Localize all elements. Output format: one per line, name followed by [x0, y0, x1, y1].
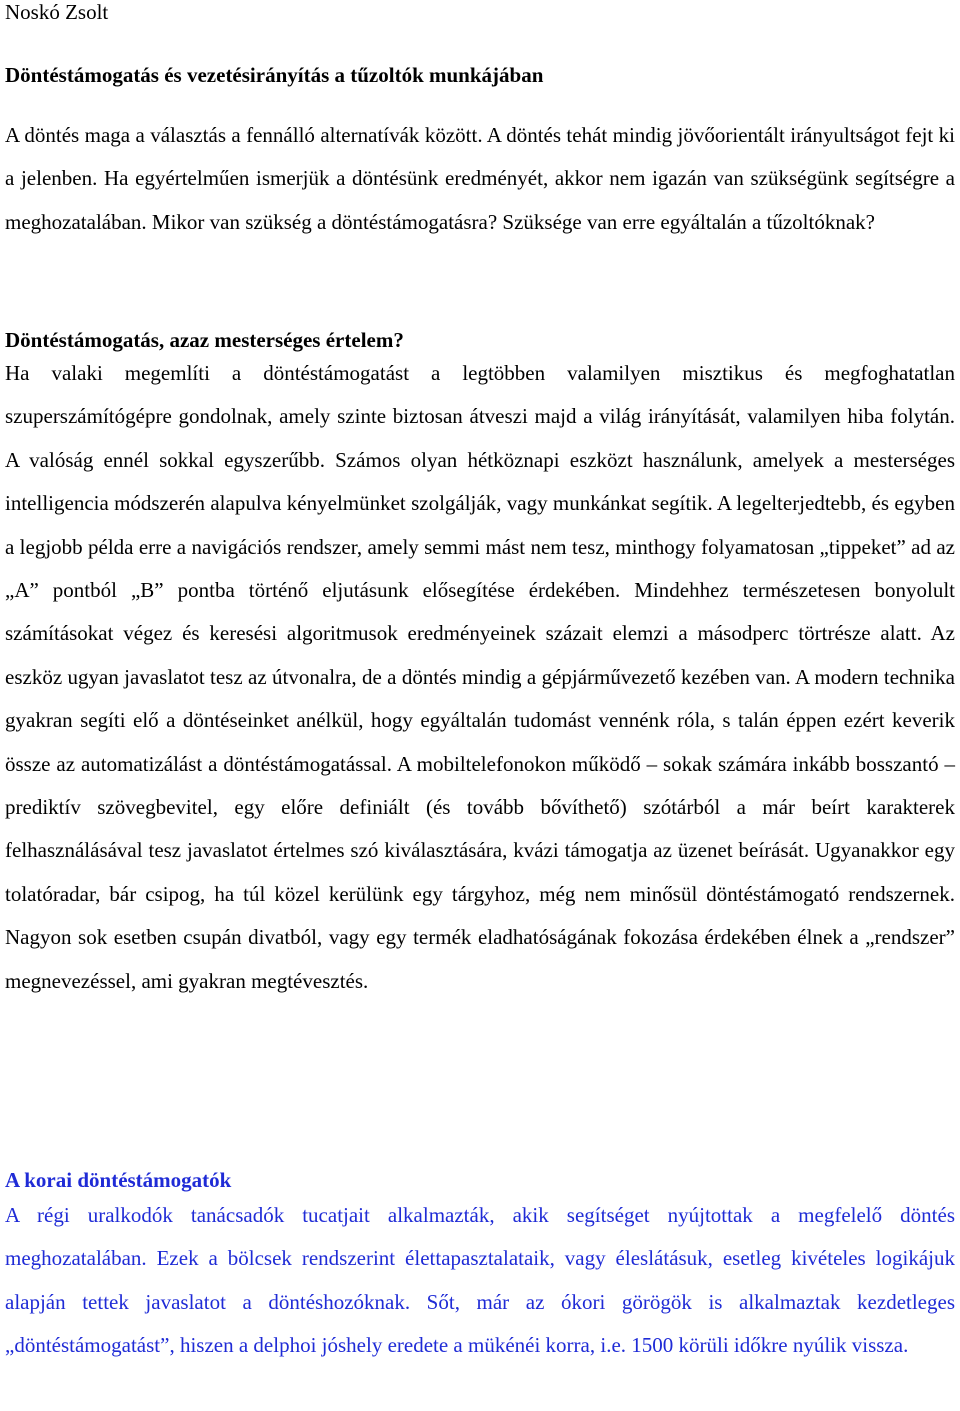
section-heading-decision-support: Döntéstámogatás, azaz mesterséges értelem? [5, 328, 404, 352]
document-title: Döntéstámogatás és vezetésirányítás a tűzoltók munkájában [5, 63, 544, 87]
intro-paragraph: A döntés maga a választás a fennálló alternatívák között. A döntés tehát mindig jövőorientált irányultságot fejt ki a jelenben. Ha egyértelműen ismerjük a döntésünk eredményét, akkor nem igazán van szükségünk segítségre a meghozatalában. Mikor van szükség a döntéstámogatásra? Szüksége van erre egyáltalán a tűzoltóknak? [5, 123, 955, 234]
author-name: Noskó Zsolt [5, 0, 109, 24]
section-heading-early-decision-support: A korai döntéstámogatók [5, 1168, 232, 1192]
section-paragraph-early-decision-support: A régi uralkodók tanácsadók tucatjait alkalmazták, akik segítséget nyújtottak a megfelelő döntés meghozatalában. Ezek a bölcsek rendszerint élettapasztalataik, vagy éleslátásuk, esetleg kivételes logikájuk alapján tettek javaslatot a döntéshozóknak. Sőt, már az ókori görögök is alkalmaztak kezdetleges „döntéstámogatást”, hiszen a delphoi jóshely eredete a mükénéi korra, i.e. 1500 körüli időkre nyúlik vissza. [5, 1203, 955, 1358]
section-paragraph-decision-support: Ha valaki megemlíti a döntéstámogatást a legtöbben valamilyen misztikus és megfoghatatlan szuperszámítógépre gondolnak, amely szinte biztosan átveszi majd a világ irányítását, valamilyen hiba folytán. A valóság ennél sokkal egyszerűbb. Számos olyan hétköznapi eszközt használunk, amelyek a mesterséges intelligencia módszerén alapulva kényelmünket szolgálják, vagy munkánkat segítik. A legelterjedtebb, és egyben a legjobb példa erre a navigációs rendszer, amely semmi mást nem tesz, minthogy folyamatosan „tippeket” ad az „A” pontból „B” pontba történő eljutásunk elősegítése érdekében. Mindehhez természetesen bonyolult számításokat végez és keresési algoritmusok eredményeinek százait elemzi a másodperc törtrésze alatt. Az eszköz ugyan javaslatot tesz az útvonalra, de a döntés mindig a gépjárművezető kezében van. A modern technika gyakran segíti elő a döntéseinket anélkül, hogy egyáltalán tudomást vennénk róla, s talán éppen ezért keverik össze az automatizálást a döntéstámogatással. A mobiltelefonokon működő – sokak számára inkább bosszantó – prediktív szövegbevitel, egy előre definiált (és tovább bővíthető) szótárból a már beírt karakterek felhasználásával tesz javaslatot értelmes szó kiválasztására, kvázi támogatja az üzenet beírását. Ugyanakkor egy tolatóradar, bár csipog, ha túl közel kerülünk egy tárgyhoz, még nem minősül döntéstámogató rendszernek. Nagyon sok esetben csupán divatból, vagy egy termék eladhatóságának fokozása érdekében élnek a „rendszer” megnevezéssel, ami gyakran megtévesztés. [5, 361, 955, 993]
